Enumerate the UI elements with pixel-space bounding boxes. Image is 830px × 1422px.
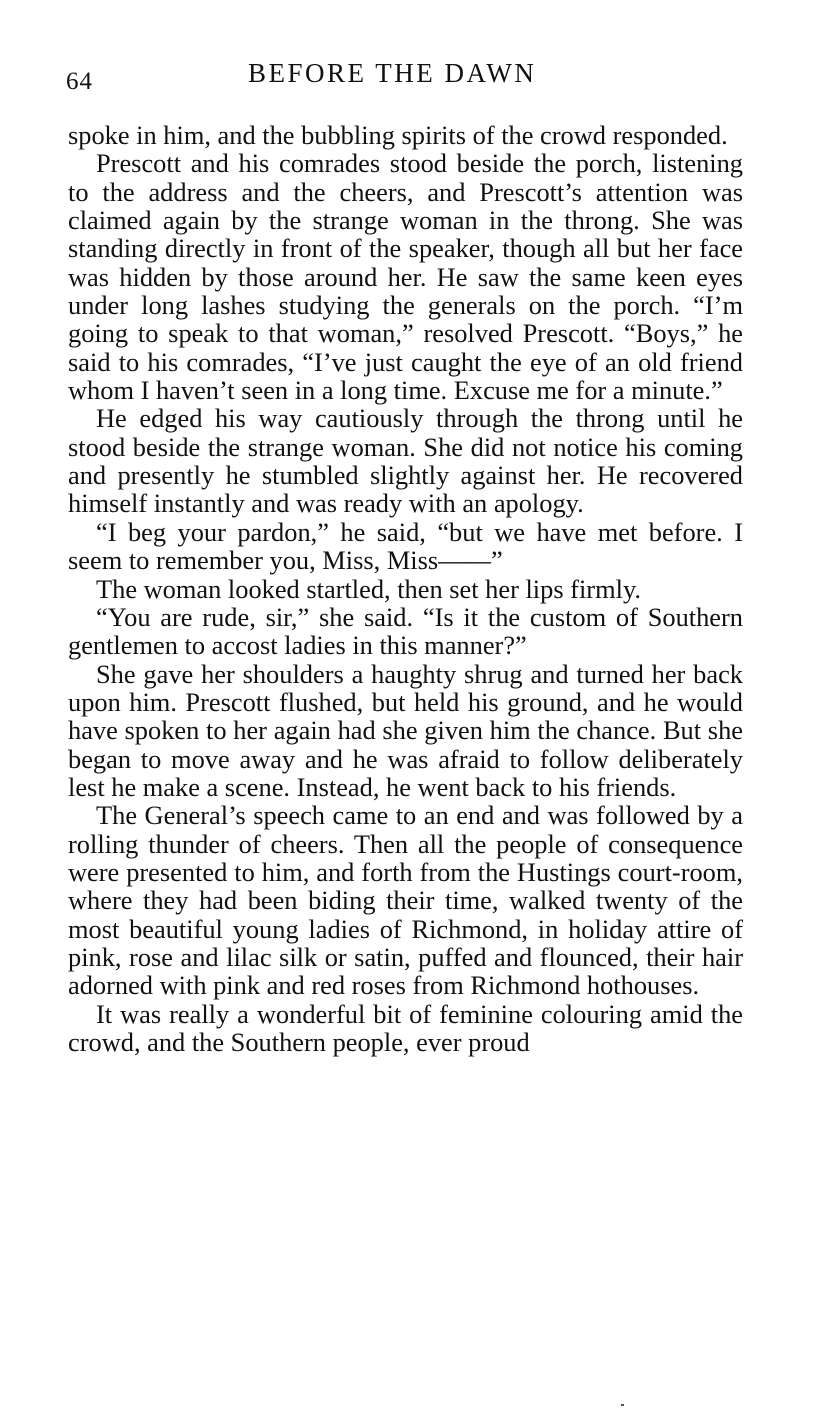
paragraph: “You are rude, sir,” she said. “Is it the custom of Southern gentlemen to accost ladies in this manner?” — [68, 601, 743, 661]
paragraph: It was really a wonderful bit of feminine colouring amid the crowd, and the Southern people, ever proud — [68, 998, 743, 1057]
page-number: 64 — [66, 68, 93, 95]
paragraph: She gave her shoulders a haughty shrug and turned her back upon him. Prescott flushed, but held his ground, and he would have spoken to her again had she given him the chance. But she began to move away and he was afraid to follow deliberately lest he make a scene. Instead, he went back to his friends. — [68, 658, 743, 802]
book-title: BEFORE THE DAWN — [248, 58, 537, 88]
paragraph-continued: spoke in him, and the bubbling spirits of the crowd responded. — [68, 120, 728, 150]
paragraph: The woman looked startled, then set her lips firmly. — [96, 573, 642, 604]
paragraph: “I beg your pardon,” he said, “but we have met before. I seem to remember you, Miss, Miss——” — [68, 516, 743, 576]
paragraph: The General’s speech came to an end and was followed by a rolling thunder of cheers. Then all the people of consequence were presented to him, and forth from the Hustings court-room, where they had been biding their time, walked twenty of the most beautiful young ladies of Richmond, in holiday attire of pink, rose and lilac silk or satin, puffed and flounced, their hair adorned with pink and red roses from Richmond hothouses. — [68, 800, 743, 1001]
ink-speck — [621, 1404, 624, 1406]
body-text — [68, 121, 743, 1056]
paragraph: He edged his way cautiously through the throng until he stood beside the strange woman. She did not notice his coming and presently he stumbled slightly against her. He recovered himself instantly and was ready with an apology. — [68, 403, 743, 519]
paragraph: Prescott and his comrades stood beside the porch, listening to the address and the cheers, and Prescott’s attention was claimed again by the strange woman in the throng. She was standing directly in front of the speaker, though all but her face was hidden by those around her. He saw the same keen eyes under long lashes studying the generals on the porch. “I’m going to speak to that woman,” resolved Prescott. “Boys,” he said to his comrades, “I’ve just caught the eye of an old friend whom I haven’t seen in a long time. Excuse me for a minute.” — [68, 148, 743, 406]
running-head — [66, 58, 756, 98]
